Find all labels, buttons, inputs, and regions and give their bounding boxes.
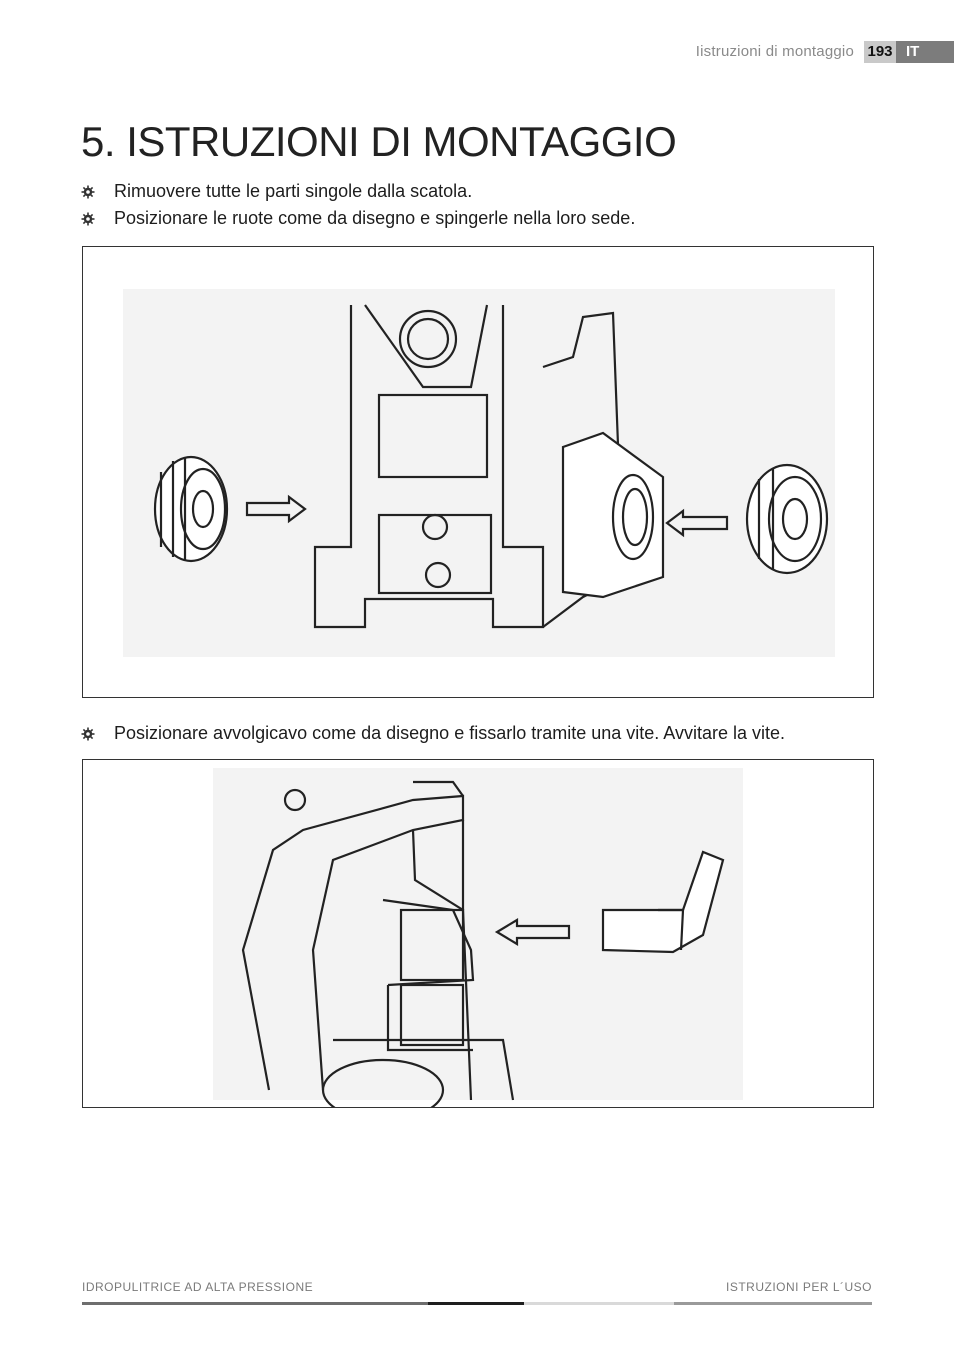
cable-reel-assembly-illustration — [83, 760, 873, 1107]
star-bullet-icon — [81, 727, 95, 741]
footer-bar-segment — [674, 1302, 872, 1305]
star-bullet-icon — [81, 185, 95, 199]
figure-wheel-assembly — [82, 246, 874, 698]
bullet-text: Posizionare le ruote come da disegno e spingerle nella loro sede. — [114, 208, 636, 228]
footer-product-name: IDROPULITRICE AD ALTA PRESSIONE — [82, 1280, 314, 1294]
footer-manual-title: ISTRUZIONI PER L´USO — [725, 1280, 872, 1294]
right-wheel-icon — [747, 465, 827, 573]
figure-cable-reel-assembly — [82, 759, 874, 1108]
left-wheel-icon — [155, 457, 227, 561]
bullet-item — [81, 181, 472, 202]
footer-bar-segment — [428, 1302, 524, 1305]
bullet-text: Posizionare avvolgicavo come da disegno e fissarlo tramite una vite. Avvitare la vite. — [114, 723, 786, 743]
bullet-item — [81, 208, 635, 229]
wheel-assembly-illustration — [83, 247, 873, 697]
header-page-number: 193 — [864, 41, 896, 63]
header-section-title: Iistruzioni di montaggio — [695, 43, 854, 60]
page-title: 5. ISTRUZIONI DI MONTAGGIO — [81, 118, 677, 165]
bullet-item — [81, 723, 785, 744]
star-bullet-icon — [81, 212, 95, 226]
footer-bar-segment — [82, 1302, 428, 1305]
footer-bar-segment — [524, 1302, 674, 1305]
bullet-text: Rimuovere tutte le parti singole dalla scatola. — [114, 181, 473, 201]
header-language-badge: IT — [896, 41, 954, 63]
